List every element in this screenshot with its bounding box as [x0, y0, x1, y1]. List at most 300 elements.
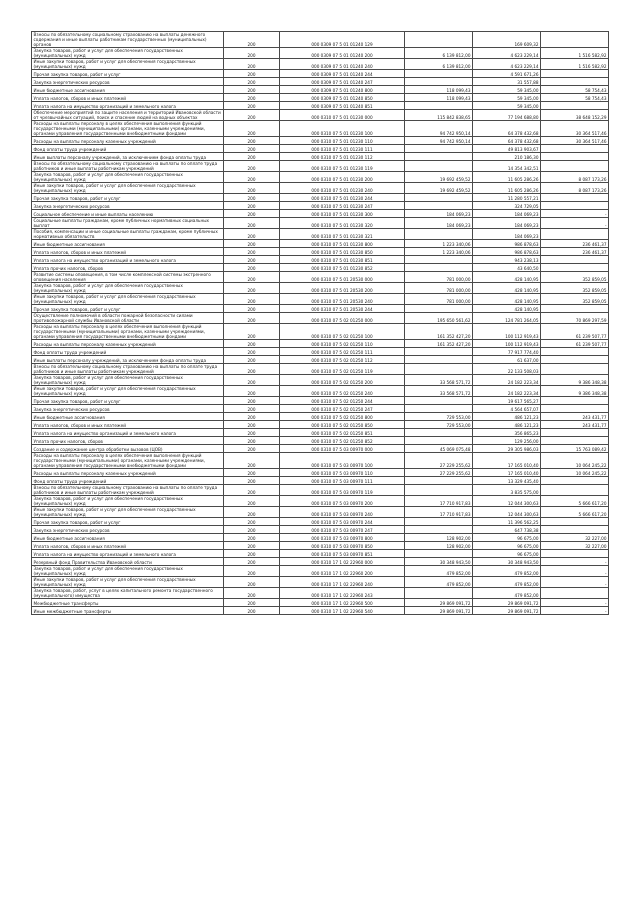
- table-row: [32, 161, 609, 172]
- expense-name-cell: Расходы на выплаты персоналу казенных учреждений: [32, 137, 224, 145]
- line-code-cell: 200: [224, 477, 280, 485]
- executed-amount-cell: 43 640,50: [473, 264, 541, 272]
- expense-name-cell: Прочая закупка товаров, работ и услуг: [32, 70, 224, 78]
- approved-amount-cell: [405, 305, 473, 313]
- expense-name-cell: Расходы на выплаты персоналу в целях обеспечения выполнения функций государственными (муниципальными) органами, казенными учреждениями, органами управления государственными внебюджетными фондами: [32, 453, 224, 469]
- unexecuted-amount-cell: [541, 518, 609, 526]
- approved-amount-cell: 17 710 917,83: [405, 496, 473, 507]
- line-code-cell: 200: [224, 194, 280, 202]
- line-code-cell: 200: [224, 445, 280, 453]
- unexecuted-amount-cell: 32 227,00: [541, 534, 609, 542]
- classification-code-cell: 000 0310 07 5 01 20530 240: [280, 294, 405, 305]
- table-row: [32, 534, 609, 542]
- table-row: [32, 210, 609, 218]
- executed-amount-cell: 169 609,32: [473, 32, 541, 48]
- expense-name-cell: Иные закупки товаров, работ и услуг для обеспечения государственных (муниципальных) нужд: [32, 386, 224, 397]
- line-code-cell: 200: [224, 153, 280, 161]
- unexecuted-amount-cell: [541, 485, 609, 496]
- executed-amount-cell: 24 182 223,34: [473, 386, 541, 397]
- table-row: [32, 558, 609, 566]
- unexecuted-amount-cell: [541, 102, 609, 110]
- line-code-cell: 200: [224, 577, 280, 588]
- line-code-cell: 200: [224, 121, 280, 137]
- table-row: [32, 202, 609, 210]
- executed-amount-cell: 210 186,30: [473, 153, 541, 161]
- expense-name-cell: Закупка товаров, работ, услуг в целях капитального ремонта государственного (муниципального) имущества: [32, 588, 224, 599]
- executed-amount-cell: 29 305 986,03: [473, 445, 541, 453]
- approved-amount-cell: 479 852,00: [405, 577, 473, 588]
- classification-code-cell: 000 0310 07 5 01 20530 244: [280, 305, 405, 313]
- expense-name-cell: Межбюджетные трансферты: [32, 599, 224, 607]
- table-row: [32, 397, 609, 405]
- line-code-cell: 200: [224, 518, 280, 526]
- unexecuted-amount-cell: [541, 437, 609, 445]
- approved-amount-cell: [405, 550, 473, 558]
- classification-code-cell: 000 0310 17 1 02 22960 500: [280, 599, 405, 607]
- classification-code-cell: 000 0310 07 5 02 01250 111: [280, 348, 405, 356]
- table-row: [32, 183, 609, 194]
- unexecuted-amount-cell: 58 754,43: [541, 86, 609, 94]
- line-code-cell: 200: [224, 202, 280, 210]
- executed-amount-cell: 647 738,38: [473, 526, 541, 534]
- classification-code-cell: 000 0310 07 5 03 00970 851: [280, 550, 405, 558]
- approved-amount-cell: 45 069 075,48: [405, 445, 473, 453]
- unexecuted-amount-cell: -: [541, 218, 609, 229]
- classification-code-cell: 000 0310 07 5 01 01230 320: [280, 218, 405, 229]
- executed-amount-cell: 29 869 091,72: [473, 607, 541, 615]
- table-row: [32, 153, 609, 161]
- approved-amount-cell: 1 223 340,06: [405, 240, 473, 248]
- executed-amount-cell: 96 675,00: [473, 542, 541, 550]
- line-code-cell: 200: [224, 210, 280, 218]
- expense-name-cell: Иные закупки товаров, работ и услуг для обеспечения государственных (муниципальных) нужд: [32, 59, 224, 70]
- unexecuted-amount-cell: 236 461,37: [541, 240, 609, 248]
- classification-code-cell: 000 0310 07 5 02 01250 244: [280, 397, 405, 405]
- executed-amount-cell: 77 194 688,80: [473, 110, 541, 121]
- classification-code-cell: 000 0309 07 5 01 01240 851: [280, 102, 405, 110]
- line-code-cell: 200: [224, 305, 280, 313]
- table-row: [32, 194, 609, 202]
- executed-amount-cell: 184 069,23: [473, 229, 541, 240]
- approved-amount-cell: 19 692 459,52: [405, 172, 473, 183]
- table-row: [32, 413, 609, 421]
- line-code-cell: 200: [224, 453, 280, 469]
- table-row: [32, 453, 609, 469]
- approved-amount-cell: [405, 153, 473, 161]
- line-code-cell: 200: [224, 264, 280, 272]
- executed-amount-cell: 4 623 229,14: [473, 48, 541, 59]
- table-row: [32, 294, 609, 305]
- approved-amount-cell: 19 692 459,52: [405, 183, 473, 194]
- approved-amount-cell: [405, 356, 473, 364]
- approved-amount-cell: [405, 477, 473, 485]
- approved-amount-cell: [405, 229, 473, 240]
- classification-code-cell: 000 0310 07 5 03 00970 800: [280, 534, 405, 542]
- approved-amount-cell: [405, 485, 473, 496]
- executed-amount-cell: 11 605 286,26: [473, 172, 541, 183]
- expense-name-cell: Закупка энергетических ресурсов: [32, 405, 224, 413]
- expense-name-cell: Уплата налога на имущество организаций и земельного налога: [32, 102, 224, 110]
- approved-amount-cell: 161 352 427,20: [405, 340, 473, 348]
- line-code-cell: 200: [224, 161, 280, 172]
- unexecuted-amount-cell: [541, 194, 609, 202]
- approved-amount-cell: [405, 32, 473, 48]
- executed-amount-cell: 96 675,00: [473, 550, 541, 558]
- classification-code-cell: 000 0310 07 5 01 01230 321: [280, 229, 405, 240]
- expense-name-cell: Развитие системы оповещения, в том числе комплексной системы экстренного оповещения населения: [32, 272, 224, 283]
- expense-name-cell: Закупка товаров, работ и услуг для обеспечения государственных (муниципальных) нужд: [32, 48, 224, 59]
- unexecuted-amount-cell: 8 087 173,26: [541, 172, 609, 183]
- unexecuted-amount-cell: [541, 405, 609, 413]
- executed-amount-cell: 428 140,95: [473, 305, 541, 313]
- expense-name-cell: Иные межбюджетные трансферты: [32, 607, 224, 615]
- line-code-cell: 200: [224, 496, 280, 507]
- executed-amount-cell: 486 121,23: [473, 421, 541, 429]
- line-code-cell: 200: [224, 413, 280, 421]
- approved-amount-cell: 33 568 571,72: [405, 386, 473, 397]
- approved-amount-cell: 29 869 091,72: [405, 599, 473, 607]
- classification-code-cell: 000 0310 07 5 01 01230 000: [280, 110, 405, 121]
- approved-amount-cell: [405, 526, 473, 534]
- table-row: [32, 48, 609, 59]
- expense-name-cell: Фонд оплаты труда учреждений: [32, 348, 224, 356]
- table-row: [32, 405, 609, 413]
- classification-code-cell: 000 0310 07 5 01 01230 300: [280, 210, 405, 218]
- expense-name-cell: Расходы на выплаты персоналу казенных учреждений: [32, 340, 224, 348]
- table-row: [32, 324, 609, 340]
- unexecuted-amount-cell: 38 648 152,29: [541, 110, 609, 121]
- unexecuted-amount-cell: [541, 78, 609, 86]
- approved-amount-cell: 27 229 255,62: [405, 469, 473, 477]
- approved-amount-cell: [405, 202, 473, 210]
- classification-code-cell: 000 0310 07 5 02 01250 240: [280, 386, 405, 397]
- line-code-cell: 200: [224, 32, 280, 48]
- approved-amount-cell: [405, 397, 473, 405]
- line-code-cell: 200: [224, 145, 280, 153]
- unexecuted-amount-cell: [541, 526, 609, 534]
- classification-code-cell: 000 0310 07 5 01 20530 200: [280, 283, 405, 294]
- approved-amount-cell: 128 902,00: [405, 542, 473, 550]
- table-row: [32, 566, 609, 577]
- expense-name-cell: Иные закупки товаров, работ и услуг для обеспечения государственных (муниципальных) нужд: [32, 507, 224, 518]
- classification-code-cell: 000 0310 07 5 03 00970 200: [280, 496, 405, 507]
- expense-name-cell: Социальное обеспечение и иные выплаты населению: [32, 210, 224, 218]
- table-row: [32, 518, 609, 526]
- classification-code-cell: 000 0310 17 1 02 22960 000: [280, 558, 405, 566]
- table-row: [32, 507, 609, 518]
- classification-code-cell: 000 0310 07 5 03 00970 119: [280, 485, 405, 496]
- approved-amount-cell: 94 742 950,14: [405, 137, 473, 145]
- unexecuted-amount-cell: 9 386 348,38: [541, 386, 609, 397]
- approved-amount-cell: 29 869 091,72: [405, 607, 473, 615]
- unexecuted-amount-cell: 1 516 582,92: [541, 48, 609, 59]
- table-row: [32, 356, 609, 364]
- table-row: [32, 577, 609, 588]
- unexecuted-amount-cell: 5 666 617,20: [541, 507, 609, 518]
- approved-amount-cell: 118 099,43: [405, 86, 473, 94]
- executed-amount-cell: 4 623 229,14: [473, 59, 541, 70]
- line-code-cell: 200: [224, 386, 280, 397]
- unexecuted-amount-cell: 5 666 617,20: [541, 496, 609, 507]
- expense-name-cell: Закупка энергетических ресурсов: [32, 526, 224, 534]
- classification-code-cell: 000 0309 07 5 01 01240 800: [280, 86, 405, 94]
- approved-amount-cell: 1 223 340,06: [405, 248, 473, 256]
- approved-amount-cell: [405, 256, 473, 264]
- unexecuted-amount-cell: 10 064 245,22: [541, 469, 609, 477]
- table-row: [32, 421, 609, 429]
- line-code-cell: 200: [224, 313, 280, 324]
- unexecuted-amount-cell: -: [541, 599, 609, 607]
- unexecuted-amount-cell: [541, 145, 609, 153]
- approved-amount-cell: [405, 194, 473, 202]
- unexecuted-amount-cell: [541, 32, 609, 48]
- line-code-cell: 200: [224, 256, 280, 264]
- line-code-cell: 200: [224, 102, 280, 110]
- classification-code-cell: 000 0310 07 5 03 00970 000: [280, 445, 405, 453]
- table-row: [32, 86, 609, 94]
- approved-amount-cell: 729 553,00: [405, 413, 473, 421]
- approved-amount-cell: [405, 102, 473, 110]
- executed-amount-cell: 24 182 223,34: [473, 375, 541, 386]
- table-row: [32, 364, 609, 375]
- classification-code-cell: 000 0310 07 5 01 01230 852: [280, 264, 405, 272]
- expense-name-cell: Прочая закупка товаров, работ и услуг: [32, 305, 224, 313]
- expense-name-cell: Иные бюджетные ассигнования: [32, 240, 224, 248]
- unexecuted-amount-cell: 352 859,05: [541, 294, 609, 305]
- classification-code-cell: 000 0310 17 1 02 22960 240: [280, 577, 405, 588]
- classification-code-cell: 000 0309 07 5 01 01240 200: [280, 48, 405, 59]
- classification-code-cell: 000 0310 07 5 03 00970 244: [280, 518, 405, 526]
- expense-name-cell: Иные закупки товаров, работ и услуг для обеспечения государственных (муниципальных) нужд: [32, 577, 224, 588]
- approved-amount-cell: [405, 588, 473, 599]
- executed-amount-cell: 11 280 557,21: [473, 194, 541, 202]
- unexecuted-amount-cell: 236 461,37: [541, 248, 609, 256]
- executed-amount-cell: 77 917 774,40: [473, 348, 541, 356]
- executed-amount-cell: 129 256,00: [473, 437, 541, 445]
- approved-amount-cell: 729 553,00: [405, 421, 473, 429]
- table-row: [32, 172, 609, 183]
- classification-code-cell: 000 0310 07 5 01 01230 200: [280, 172, 405, 183]
- line-code-cell: 200: [224, 324, 280, 340]
- table-row: [32, 469, 609, 477]
- unexecuted-amount-cell: 15 763 089,42: [541, 445, 609, 453]
- line-code-cell: 200: [224, 607, 280, 615]
- table-row: [32, 256, 609, 264]
- approved-amount-cell: [405, 518, 473, 526]
- unexecuted-amount-cell: [541, 161, 609, 172]
- unexecuted-amount-cell: 1 516 582,92: [541, 59, 609, 70]
- line-code-cell: 200: [224, 340, 280, 348]
- line-code-cell: 200: [224, 172, 280, 183]
- executed-amount-cell: 64 378 432,68: [473, 137, 541, 145]
- expense-name-cell: Уплата налога на имущество организаций и земельного налога: [32, 550, 224, 558]
- executed-amount-cell: 19 617 565,27: [473, 397, 541, 405]
- expense-name-cell: Уплата налогов, сборов и иных платежей: [32, 421, 224, 429]
- approved-amount-cell: 30 348 943,50: [405, 558, 473, 566]
- unexecuted-amount-cell: 243 431,77: [541, 421, 609, 429]
- table-row: [32, 229, 609, 240]
- classification-code-cell: 000 0309 07 5 01 01240 247: [280, 78, 405, 86]
- executed-amount-cell: 184 069,23: [473, 210, 541, 218]
- line-code-cell: 200: [224, 48, 280, 59]
- classification-code-cell: 000 0310 07 5 02 01250 119: [280, 364, 405, 375]
- expense-name-cell: Уплата прочих налогов, сборов: [32, 264, 224, 272]
- unexecuted-amount-cell: 10 064 245,22: [541, 453, 609, 469]
- unexecuted-amount-cell: [541, 229, 609, 240]
- line-code-cell: 200: [224, 526, 280, 534]
- classification-code-cell: 000 0310 07 5 03 00970 110: [280, 469, 405, 477]
- expense-name-cell: Осуществление полномочий в области пожарной безопасности силами противопожарной службы Ивановской области: [32, 313, 224, 324]
- classification-code-cell: 000 0310 07 5 01 01230 800: [280, 240, 405, 248]
- classification-code-cell: 000 0310 07 5 02 01250 247: [280, 405, 405, 413]
- executed-amount-cell: 13 329 435,40: [473, 477, 541, 485]
- expense-name-cell: Уплата прочих налогов, сборов: [32, 437, 224, 445]
- executed-amount-cell: 486 121,23: [473, 413, 541, 421]
- executed-amount-cell: 943 238,13: [473, 256, 541, 264]
- classification-code-cell: 000 0310 07 5 03 00970 111: [280, 477, 405, 485]
- approved-amount-cell: [405, 161, 473, 172]
- classification-code-cell: 000 0310 07 5 02 01250 100: [280, 324, 405, 340]
- expense-name-cell: Закупка товаров, работ и услуг для обеспечения государственных (муниципальных) нужд: [32, 566, 224, 577]
- table-row: [32, 240, 609, 248]
- classification-code-cell: 000 0310 07 5 02 01250 110: [280, 340, 405, 348]
- classification-code-cell: 000 0309 07 5 01 01240 850: [280, 94, 405, 102]
- approved-amount-cell: 118 099,43: [405, 94, 473, 102]
- unexecuted-amount-cell: [541, 256, 609, 264]
- table-row: [32, 340, 609, 348]
- executed-amount-cell: 100 112 919,43: [473, 324, 541, 340]
- line-code-cell: 200: [224, 348, 280, 356]
- executed-amount-cell: 11 396 562,25: [473, 518, 541, 526]
- expense-name-cell: Расходы на выплаты персоналу в целях обеспечения выполнения функций государственными (муниципальными) органами, казенными учреждениями, органами управления государственными внебюджетными фондами: [32, 324, 224, 340]
- approved-amount-cell: [405, 429, 473, 437]
- table-row: [32, 599, 609, 607]
- table-row: [32, 305, 609, 313]
- executed-amount-cell: 12 044 300,63: [473, 496, 541, 507]
- executed-amount-cell: 49 813 903,67: [473, 145, 541, 153]
- classification-code-cell: 000 0310 17 1 02 22960 540: [280, 607, 405, 615]
- table-row: [32, 283, 609, 294]
- expense-name-cell: Закупка энергетических ресурсов: [32, 78, 224, 86]
- unexecuted-amount-cell: [541, 397, 609, 405]
- line-code-cell: 200: [224, 240, 280, 248]
- table-row: [32, 137, 609, 145]
- line-code-cell: 200: [224, 550, 280, 558]
- table-row: [32, 110, 609, 121]
- classification-code-cell: 000 0310 07 5 02 01250 200: [280, 375, 405, 386]
- executed-amount-cell: 479 852,00: [473, 588, 541, 599]
- line-code-cell: 200: [224, 183, 280, 194]
- approved-amount-cell: 27 229 255,62: [405, 453, 473, 469]
- executed-amount-cell: 59 345,00: [473, 94, 541, 102]
- executed-amount-cell: 428 140,95: [473, 283, 541, 294]
- executed-amount-cell: 96 675,00: [473, 534, 541, 542]
- classification-code-cell: 000 0310 07 5 01 01230 850: [280, 248, 405, 256]
- unexecuted-amount-cell: 30 364 517,46: [541, 121, 609, 137]
- unexecuted-amount-cell: 30 364 517,46: [541, 137, 609, 145]
- expense-name-cell: Расходы на выплаты персоналу в целях обеспечения выполнения функций государственными (муниципальными) органами, казенными учреждениями, органами управления государственными внебюджетными фондами: [32, 121, 224, 137]
- classification-code-cell: 000 0310 07 5 02 01250 851: [280, 429, 405, 437]
- executed-amount-cell: 11 605 286,26: [473, 183, 541, 194]
- approved-amount-cell: 781 000,00: [405, 272, 473, 283]
- line-code-cell: 200: [224, 599, 280, 607]
- expense-name-cell: Иные выплаты персоналу учреждений, за исключением фонда оплаты труда: [32, 356, 224, 364]
- approved-amount-cell: 128 902,00: [405, 534, 473, 542]
- executed-amount-cell: 3 835 575,00: [473, 485, 541, 496]
- unexecuted-amount-cell: -: [541, 566, 609, 577]
- executed-amount-cell: 59 345,00: [473, 86, 541, 94]
- executed-amount-cell: 479 852,00: [473, 566, 541, 577]
- approved-amount-cell: [405, 264, 473, 272]
- approved-amount-cell: [405, 78, 473, 86]
- unexecuted-amount-cell: 352 859,05: [541, 283, 609, 294]
- line-code-cell: 200: [224, 94, 280, 102]
- executed-amount-cell: 4 591 671,26: [473, 70, 541, 78]
- table-row: [32, 264, 609, 272]
- line-code-cell: 200: [224, 566, 280, 577]
- unexecuted-amount-cell: 58 754,43: [541, 94, 609, 102]
- classification-code-cell: 000 0310 07 5 02 01250 112: [280, 356, 405, 364]
- line-code-cell: 200: [224, 364, 280, 375]
- executed-amount-cell: 12 044 300,63: [473, 507, 541, 518]
- unexecuted-amount-cell: 61 239 507,77: [541, 340, 609, 348]
- executed-amount-cell: 479 852,00: [473, 577, 541, 588]
- expense-name-cell: Прочая закупка товаров, работ и услуг: [32, 194, 224, 202]
- table-row: [32, 272, 609, 283]
- unexecuted-amount-cell: [541, 264, 609, 272]
- executed-amount-cell: 986 878,63: [473, 240, 541, 248]
- table-row: [32, 78, 609, 86]
- unexecuted-amount-cell: [541, 348, 609, 356]
- table-row: [32, 313, 609, 324]
- table-row: [32, 588, 609, 599]
- classification-code-cell: 000 0309 07 5 01 01240 129: [280, 32, 405, 48]
- approved-amount-cell: [405, 348, 473, 356]
- unexecuted-amount-cell: [541, 429, 609, 437]
- expense-name-cell: Закупка товаров, работ и услуг для обеспечения государственных (муниципальных) нужд: [32, 283, 224, 294]
- table-row: [32, 218, 609, 229]
- line-code-cell: 200: [224, 137, 280, 145]
- classification-code-cell: 000 0309 07 5 01 01240 244: [280, 70, 405, 78]
- unexecuted-amount-cell: -: [541, 558, 609, 566]
- line-code-cell: 200: [224, 588, 280, 599]
- approved-amount-cell: 115 842 838,65: [405, 110, 473, 121]
- expense-name-cell: Прочая закупка товаров, работ и услуг: [32, 397, 224, 405]
- approved-amount-cell: 161 352 427,20: [405, 324, 473, 340]
- expense-name-cell: Иные бюджетные ассигнования: [32, 534, 224, 542]
- approved-amount-cell: [405, 364, 473, 375]
- expense-name-cell: Иные выплаты персоналу учреждений, за исключением фонда оплаты труда: [32, 153, 224, 161]
- table-row: [32, 70, 609, 78]
- executed-amount-cell: 428 140,95: [473, 294, 541, 305]
- line-code-cell: 200: [224, 110, 280, 121]
- classification-code-cell: 000 0310 07 5 01 20530 000: [280, 272, 405, 283]
- classification-code-cell: 000 0310 07 5 03 00970 850: [280, 542, 405, 550]
- unexecuted-amount-cell: 32 227,00: [541, 542, 609, 550]
- line-code-cell: 200: [224, 405, 280, 413]
- approved-amount-cell: [405, 70, 473, 78]
- line-code-cell: 200: [224, 469, 280, 477]
- expense-name-cell: Иные бюджетные ассигнования: [32, 413, 224, 421]
- unexecuted-amount-cell: [541, 202, 609, 210]
- line-code-cell: 200: [224, 542, 280, 550]
- line-code-cell: 200: [224, 558, 280, 566]
- expense-name-cell: Закупка энергетических ресурсов: [32, 202, 224, 210]
- budget-execution-table: [31, 31, 609, 615]
- classification-code-cell: 000 0310 07 5 01 01230 851: [280, 256, 405, 264]
- expense-name-cell: Фонд оплаты труда учреждений: [32, 145, 224, 153]
- classification-code-cell: 000 0310 07 5 01 01230 100: [280, 121, 405, 137]
